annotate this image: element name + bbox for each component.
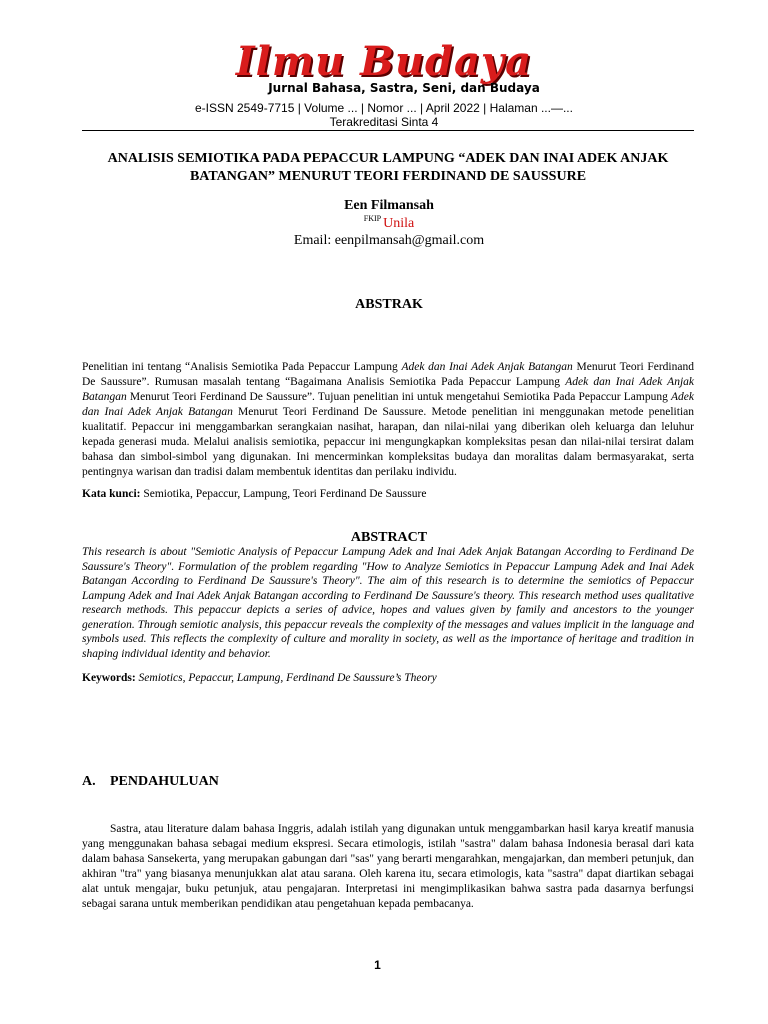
section-number: A. <box>82 774 96 789</box>
author-affiliation <box>0 214 768 232</box>
issn-line: e-ISSN 2549-7715 | Volume ... | Nomor ... | April 2022 | Halaman ...—... <box>195 101 573 115</box>
pendahuluan-paragraph: Sastra, atau literature dalam bahasa Inggris, adalah istilah yang digunakan untuk menggambarkan hasil karya kreatif manusia yang menggunakan bahasa sebagai medium ekspresi. Secara etimologis, istilah "sastra" dalam bahasa Indonesia berasal dari kata dalam bahasa Sansekerta, yang merupakan gabungan dari "sas" yang berarti mengarahkan, mengajarkan, dan memberi petunjuk, dan akhiran "tra" yang biasanya menunjukkan alat atau sarana. Oleh karena itu, secara etimologis, kata "sastra" dapat diartikan sebagai alat untuk mengajar, buku petunjuk, atau pengajaran. Interpretasi ini mengimplikasikan bahwa sastra pada dasarnya berfungsi sebagai sarana untuk memberikan pendidikan atau pengetahuan kepada pembacanya. <box>82 823 694 910</box>
kata-kunci <box>82 488 694 500</box>
journal-logo: Ilmu Budaya <box>235 38 533 85</box>
accreditation: Terakreditasi Sinta 4 <box>329 115 439 129</box>
page-number: 1 <box>374 958 381 972</box>
author-email: Email: eenpilmansah@gmail.com <box>293 233 485 248</box>
journal-subtitle: Jurnal Bahasa, Sastra, Seni, dan Budaya <box>268 81 540 95</box>
header-divider <box>82 130 694 131</box>
keywords <box>82 672 694 684</box>
kata-kunci-label: Kata kunci: <box>82 488 141 500</box>
kata-kunci-values: Semiotika, Pepaccur, Lampung, Teori Ferdinand De Saussure <box>140 488 427 500</box>
section-title: PENDAHULUAN <box>110 774 219 789</box>
author-name: Een Filmansah <box>344 198 434 213</box>
keywords-values: Semiotics, Pepaccur, Lampung, Ferdinand De Saussure’s Theory <box>135 672 437 684</box>
article-title: ANALISIS SEMIOTIKA PADA PEPACCUR LAMPUNG “ADEK DAN INAI ADEK ANJAK BATANGAN” MENURUT TEORI FERDINAND DE SAUSSURE <box>107 151 669 184</box>
section-heading-pendahuluan <box>82 774 219 790</box>
affiliation-university: Unila <box>383 216 415 231</box>
abstrak-text: Penelitian ini tentang “Analisis Semiotika Pada Pepaccur Lampung Adek dan Inai Adek Anjak Batangan Menurut Teori Ferdinand De Saussure”. Rumusan masalah tentang “Bagaimana Analisis Semiotika Pada Pepaccur Lampung Adek dan Inai Adek Anjak Batangan Menurut Teori Ferdinand De Saussure”. Tujuan penelitian ini untuk mengetahui Semiotika Pada Pepaccur Lampung Adek dan Inai Adek Anjak Batangan Menurut Teori Ferdinand De Saussure. Metode penelitian ini menggunakan metode penelitian kualitatif. Pepaccur ini menggambarkan serangkaian nasihat, harapan, dan nilai-nilai yang diberikan oleh keluarga dan leluhur kepada generasi muda. Melalui analisis semiotika, pepaccur ini mengungkapkan kompleksitas pesan dan nilai-nilai tersirat dalam bahasa dan simbol-simbol yang digunakan. Ini mencerminkan kompleksitas budaya dan moralitas dalam bermasyarakat, serta pentingnya warisan dan tradisi dalam membentuk identitas dan perilaku individu. <box>82 361 695 478</box>
abstract-text: This research is about "Semiotic Analysis of Pepaccur Lampung Adek and Inai Adek Anjak Batangan According to Ferdinand De Saussure's Theory". Formulation of the problem regarding "How to Analyze Semiotics in Pepaccur Lampung Adek and Inai Adek Batangan According to Ferdinand De Saussure's Theory". The aim of this research is to determine the semiotics of Pepaccur Lampung Adek and Inai Adek Anjak Batangan according to Ferdinand De Saussure's theory. This research method uses qualitative research methods. This pepaccur depicts a series of advice, hopes and values given by family and ancestors to the younger generation. Through semiotic analysis, this pepaccur reveals the complexity of the messages and values implicit in the language and symbols used. This reflects the complexity of culture and morality in society, as well as the importance of heritage and tradition in shaping individual identity and behavior. <box>82 546 694 660</box>
abstract-heading: ABSTRACT <box>350 530 428 545</box>
abstrak-heading: ABSTRAK <box>355 297 423 312</box>
affiliation-superscript: FKIP <box>363 214 382 223</box>
keywords-label: Keywords: <box>82 672 136 684</box>
